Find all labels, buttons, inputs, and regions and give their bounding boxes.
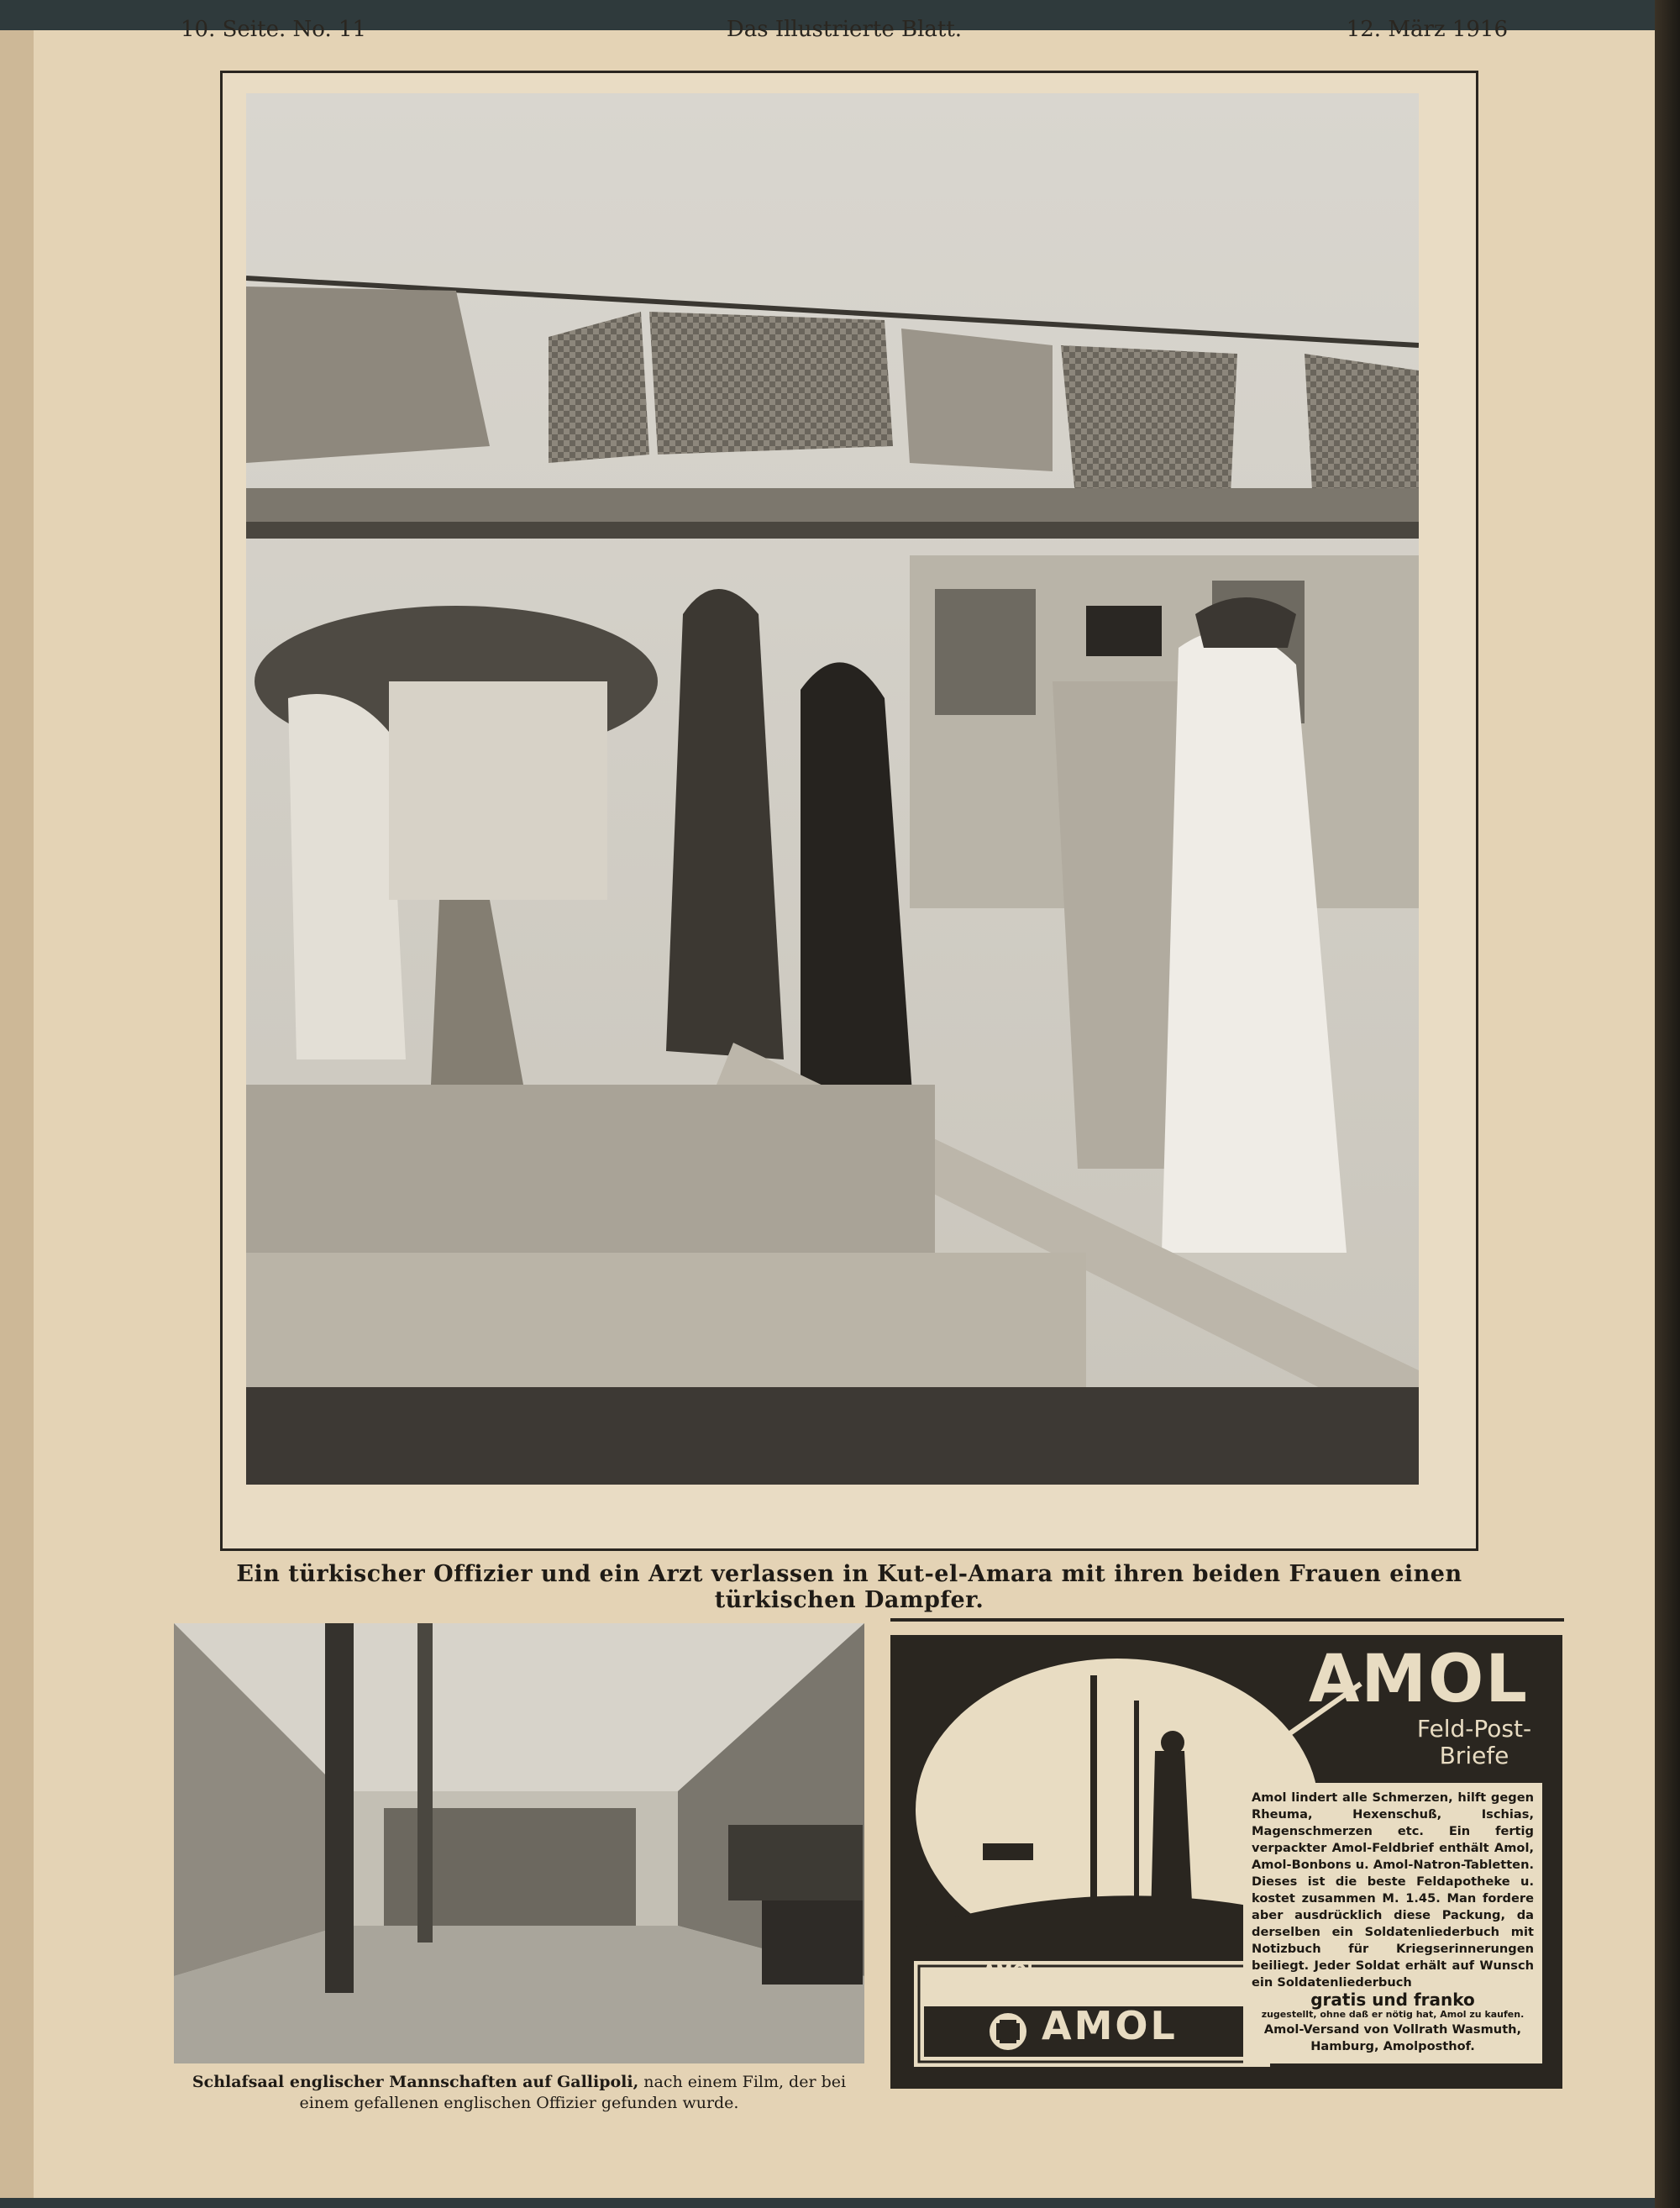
barracks-caption xyxy=(174,2072,864,2114)
main-photo xyxy=(246,93,1419,1485)
ad-body-text: Amol lindert alle Schmerzen, hilft gegen Rheuma, Hexenschuß, Ischias, Magenschmerzen etc. Ein fertig verpackter Amol-Feldbrief enthält Amol, Amol-Bonbons u. Amol-Natron-Tabletten. Dieses ist die beste Feldapotheke u. kostet zusammen M. 1.45. Man fordere aber ausdrücklich diese Packung, da derselben ein Soldatenliederbuch mit Notizbuch für Kriegserinnerungen beiliegt. Jeder Soldat erhält auf Wunsch ein Soldatenliederbuch xyxy=(1252,1790,1534,1990)
ad-fine-print: zugestellt, ohne daß er nötig hat, Amol zu kaufen. xyxy=(1261,2009,1525,2020)
binding-edge xyxy=(1655,0,1680,2208)
main-photo-caption: Ein türkischer Offizier und ein Arzt verlassen in Kut-el-Amara mit ihren beiden Frauen einen türkischen Dampfer. xyxy=(236,1561,1462,1613)
publication-title: Das Illustrierte Blatt. xyxy=(726,17,963,42)
box-label-small: AMOL xyxy=(983,1961,1038,1981)
barracks-caption-text: nach einem Film, der bei einem gefallenen englischen Offizier gefunden wurde. xyxy=(299,2073,847,2112)
ad-body xyxy=(1243,1783,1542,2063)
ad-address: Amol-Versand von Vollrath Wasmuth, Hamburg, Amolposthof. xyxy=(1263,2022,1522,2053)
barracks-caption-bold: Schlafsaal englischer Mannschaften auf Gallipoli, xyxy=(192,2073,639,2091)
ad-emphasis: gratis und franko xyxy=(1310,1990,1475,2010)
steamer-photo-illustration xyxy=(246,93,1419,1485)
barracks-illustration xyxy=(174,1623,864,2063)
ad-subtitle: Feld-Post-Briefe xyxy=(1416,1715,1532,1769)
issue-date: 12. März 1916 xyxy=(1346,17,1508,42)
ad-brand-name: AMOL xyxy=(1309,1642,1529,1717)
box-label-large: AMOL xyxy=(1042,2003,1178,2048)
barracks-photo xyxy=(174,1623,864,2063)
column-rule xyxy=(890,1618,1564,1622)
page-number: 10. Seite. No. 11 xyxy=(181,17,367,42)
page-header xyxy=(181,17,1508,54)
amol-advertisement xyxy=(890,1635,1562,2089)
main-photo-frame xyxy=(220,71,1478,1551)
